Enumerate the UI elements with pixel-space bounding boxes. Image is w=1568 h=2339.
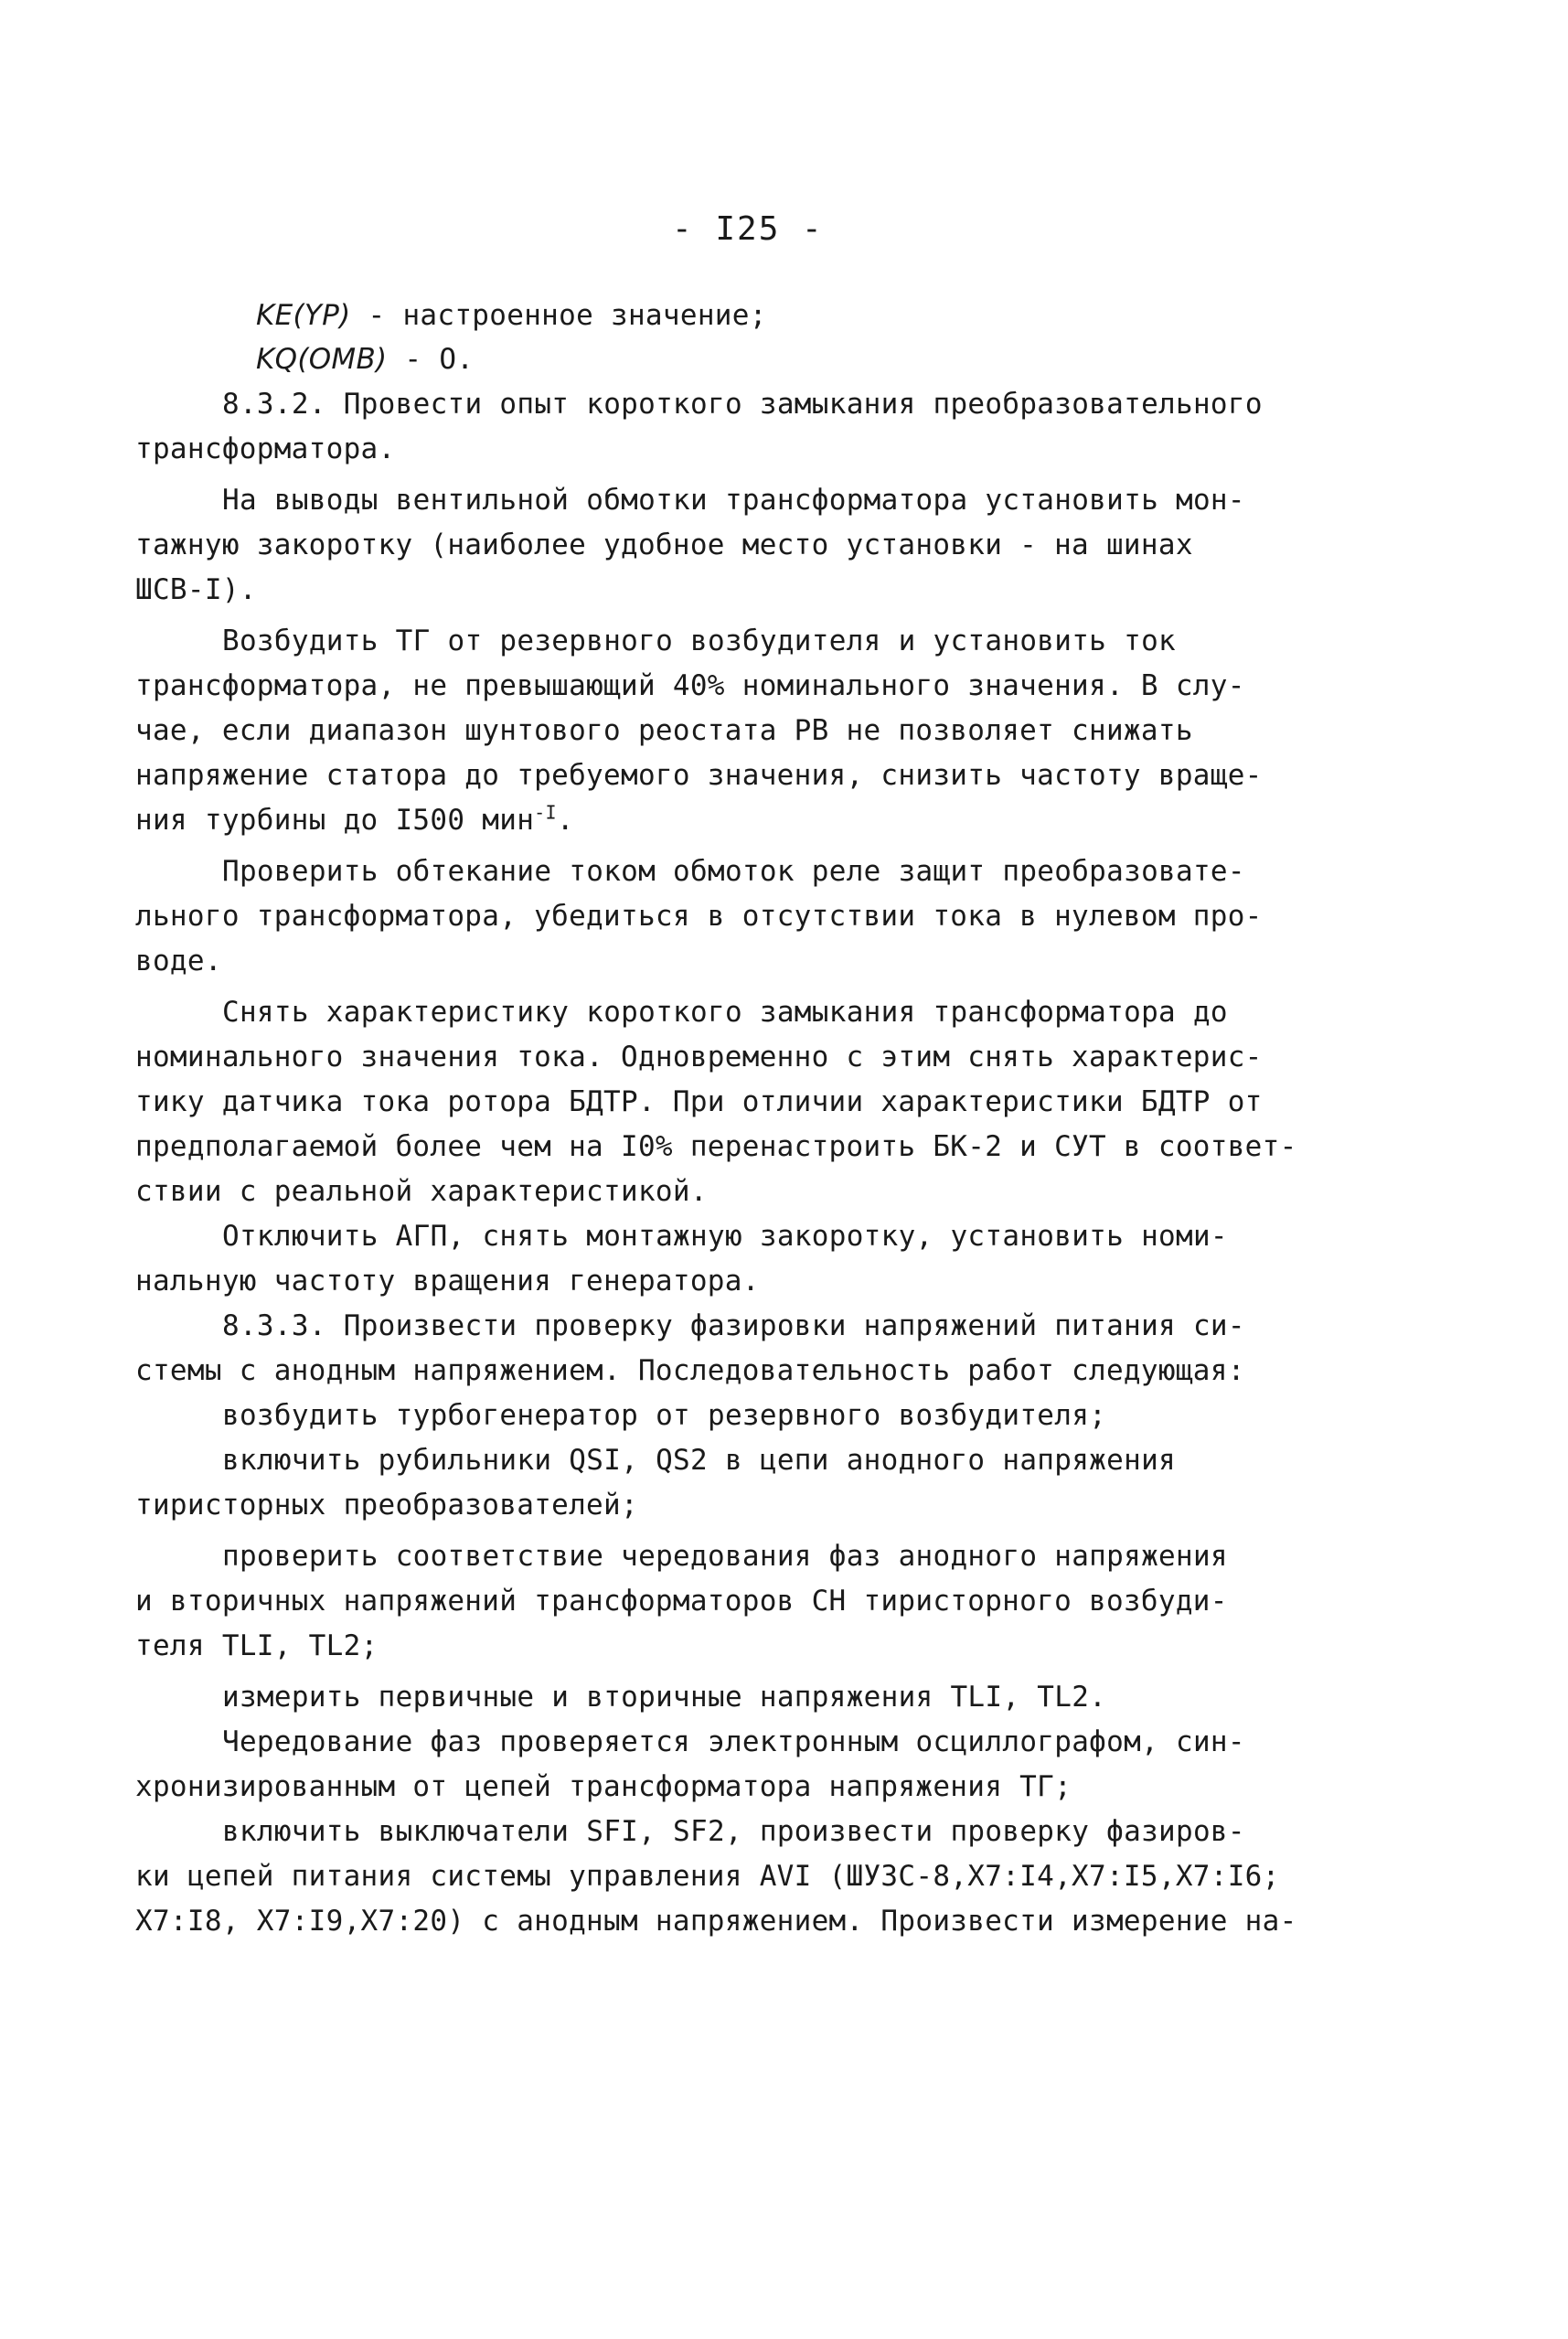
text-line: стемы с анодным напряжением. Последовательность работ следующая: bbox=[135, 1354, 1245, 1387]
text-line: 8.3.2. Провести опыт короткого замыкания преобразовательного bbox=[222, 388, 1263, 421]
superscript: -I bbox=[534, 801, 557, 824]
text-line: ки цепей питания системы управления AVI (ШУЗС-8,X7:I4,X7:I5,X7:I6; bbox=[135, 1860, 1280, 1893]
text-line: номинального значения тока. Одновременно с этим снять характерис- bbox=[135, 1041, 1263, 1073]
def-line-1 bbox=[256, 297, 767, 334]
text-line: включить рубильники QSI, QS2 в цепи анодного напряжения bbox=[222, 1444, 1176, 1477]
text-line: измерить первичные и вторичные напряжения TLI, TL2. bbox=[222, 1681, 1107, 1714]
text-line: нальную частоту вращения генератора. bbox=[135, 1265, 760, 1298]
text-line: трансформатора. bbox=[135, 433, 396, 465]
text-span: ния турбины до I500 мин bbox=[135, 804, 535, 837]
text-line bbox=[135, 802, 574, 838]
text-line: напряжение статора до требуемого значения, снизить частоту враще- bbox=[135, 759, 1263, 792]
text-line: тику датчика тока ротора БДТР. При отличии характеристики БДТР от bbox=[135, 1085, 1263, 1118]
trailing-dot: . bbox=[556, 804, 574, 837]
text-line: X7:I8, X7:I9,X7:20) с анодным напряжением. Произвести измерение на- bbox=[135, 1905, 1297, 1938]
text-line: На выводы вентильной обмотки трансформатора установить мон- bbox=[222, 484, 1245, 517]
text-line: Чередование фаз проверяется электронным осциллографом, син- bbox=[222, 1725, 1245, 1758]
def-symbol: KE(YP) bbox=[256, 299, 351, 332]
text-line: тиристорных преобразователей; bbox=[135, 1489, 638, 1522]
text-line: Проверить обтекание током обмоток реле защит преобразовате- bbox=[222, 855, 1245, 888]
text-line: чае, если диапазон шунтового реостата РВ не позволяет снижать bbox=[135, 714, 1193, 747]
def-text: - настроенное значение; bbox=[368, 299, 767, 332]
text-line: льного трансформатора, убедиться в отсутствии тока в нулевом про- bbox=[135, 900, 1263, 933]
def-line-2 bbox=[256, 341, 474, 378]
text-line: трансформатора, не превышающий 40% номинального значения. В слу- bbox=[135, 669, 1245, 702]
text-line: ствии с реальной характеристикой. bbox=[135, 1175, 708, 1208]
text-line: и вторичных напряжений трансформаторов СН тиристорного возбуди- bbox=[135, 1585, 1228, 1618]
def-text: - O. bbox=[404, 343, 475, 376]
text-line: Снять характеристику короткого замыкания трансформатора до bbox=[222, 996, 1228, 1029]
text-line: проверить соответствие чередования фаз анодного напряжения bbox=[222, 1540, 1228, 1573]
text-line: теля TLI, TL2; bbox=[135, 1629, 379, 1662]
text-line: 8.3.3. Произвести проверку фазировки напряжений питания си- bbox=[222, 1309, 1245, 1342]
def-symbol: KQ(OMB) bbox=[256, 343, 388, 376]
text-line: возбудить турбогенератор от резервного возбудителя; bbox=[222, 1399, 1107, 1432]
text-line: хронизированным от цепей трансформатора напряжения ТГ; bbox=[135, 1770, 1072, 1803]
text-line: Отключить АГП, снять монтажную закоротку, установить номи- bbox=[222, 1220, 1228, 1253]
text-line: воде. bbox=[135, 945, 222, 977]
text-line: ШСВ-I). bbox=[135, 573, 257, 606]
text-line: тажную закоротку (наиболее удобное место установки - на шинах bbox=[135, 529, 1193, 561]
text-line: включить выключатели SFI, SF2, произвести проверку фазиров- bbox=[222, 1815, 1245, 1848]
text-line: Возбудить ТГ от резервного возбудителя и установить ток bbox=[222, 625, 1176, 657]
page-number: - I25 - bbox=[672, 210, 824, 248]
text-line: предполагаемой более чем на I0% перенастроить БК-2 и СУТ в соответ- bbox=[135, 1130, 1297, 1163]
